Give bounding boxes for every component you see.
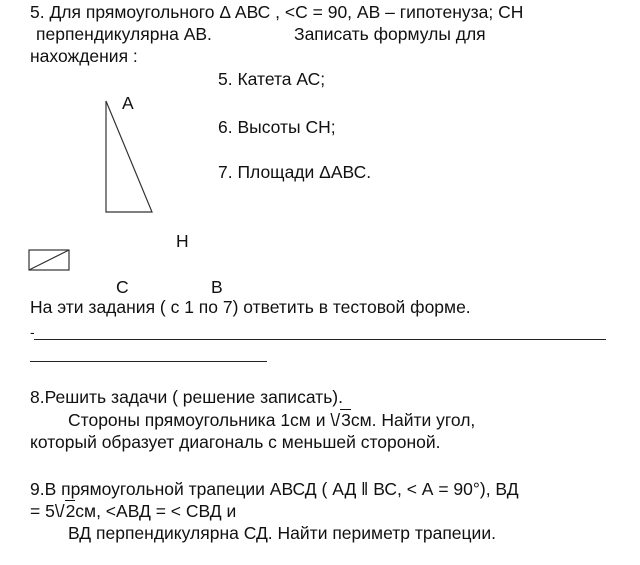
problem8-line2-post: см. Найти угол, [350,410,476,430]
problem9-line1: 9.В прямоугольной трапеции АВСД ( АД ǁ ВС, < А = 90°), ВД [30,479,519,499]
problem5-line2a: перпендикулярна АВ. [36,24,212,44]
item-katet-ac: 5. Катета АС; [218,69,326,89]
sqrt-3-radicand: 3 [341,410,351,430]
problem8-line2 [68,409,475,431]
problem9-line2-post: см, <АВД = < СВД и [75,501,237,521]
answer-line-1 [34,339,606,340]
problem9-line3: ВД перпендикулярна СД. Найти периметр трапеции. [68,523,496,543]
item-area-abc: 7. Площади ΔАВС. [218,162,372,182]
problem5-line3: нахождения : [30,46,138,66]
sqrt-2-radicand: 2 [65,501,76,521]
problem5-line2b: Записать формулы для [294,24,486,44]
sqrt-2-sign: \/ [54,501,65,521]
answer-line-2 [30,361,267,362]
label-b: В [211,277,223,297]
problem8-line2-pre: Стороны прямоугольника 1см и [68,410,331,430]
sqrt-3-sign: \/ [330,410,341,430]
triangle-shape [106,101,152,212]
problem8-line3: который образует диагональ с меньшей стороной. [30,432,441,452]
problem9-line2 [30,500,236,522]
problem8-line1: 8.Решить задачи ( решение записать). [30,387,344,407]
label-c: С [116,277,129,297]
label-h: Н [176,231,189,251]
answer-line-dash: - [30,324,35,340]
sqrt-3 [330,409,350,431]
test-form-instruction: На эти задания ( с 1 по 7) ответить в тестовой форме. [30,297,471,317]
item-height-ch: 6. Высоты СН; [218,117,336,137]
problem9-line2-pre: = 5 [30,501,55,521]
sqrt-2 [55,500,75,522]
problem5-line1: 5. Для прямоугольного Δ АВС , <С = 90, АВ – гипотенуза; СН [30,2,524,22]
small-rect-figure [29,250,69,270]
label-a: А [122,93,134,113]
